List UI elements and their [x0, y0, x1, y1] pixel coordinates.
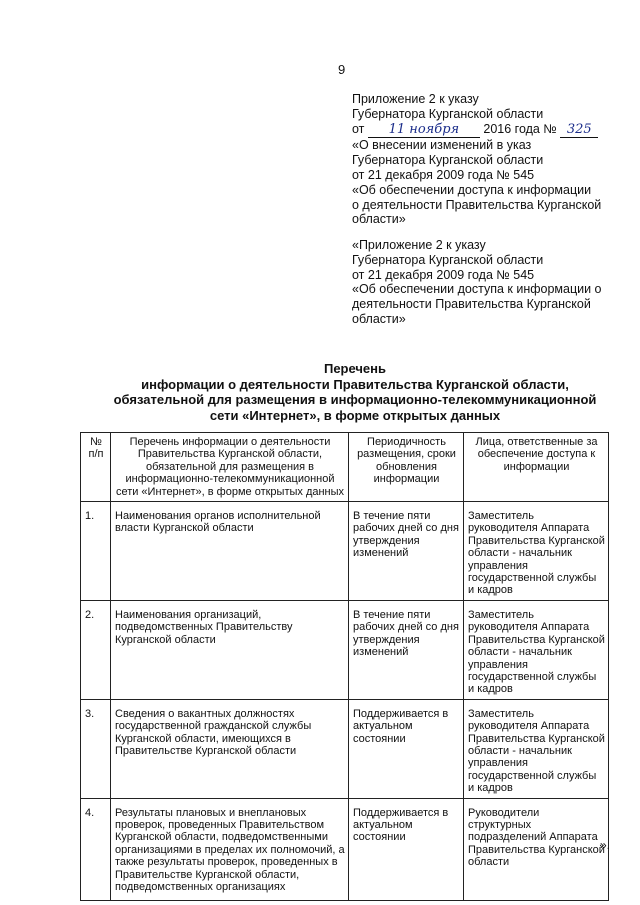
table-row — [81, 699, 609, 798]
row-num: 2. — [81, 600, 111, 699]
row-period: Поддерживается в актуальном состоянии — [349, 798, 464, 900]
date-suffix: 2016 года № — [483, 121, 557, 136]
appendix-line: Приложение 2 к указу — [352, 92, 479, 106]
appendix-line: Губернатора Курганской области — [352, 153, 544, 168]
table-header-row — [81, 433, 609, 502]
appendix-quote-line: Губернатора Курганской области — [352, 252, 544, 267]
appendix-line: «О внесении изменений в указ — [352, 138, 532, 153]
row-num: 3. — [81, 699, 111, 798]
appendix-date-line — [352, 122, 601, 139]
date-prefix: от — [352, 121, 365, 136]
appendix-line: от 21 декабря 2009 года № 545 — [352, 167, 535, 182]
appendix-quote-line: «Приложение 2 к указу — [352, 238, 486, 252]
appendix-quote-line: от 21 декабря 2009 года № 545 — [352, 267, 535, 282]
appendix-quote-line: деятельности Правительства Курганской — [352, 297, 591, 312]
appendix-line: о деятельности Правительства Курганской — [352, 197, 602, 212]
appendix-line: «Об обеспечении доступа к информации — [352, 182, 592, 197]
row-responsible: Заместитель руководителя Аппарата Правительства Курганской области - начальник управления государственной службы и кадров — [464, 699, 609, 798]
row-num: 4. — [81, 798, 111, 900]
appendix-line: Губернатора Курганской области — [352, 106, 544, 121]
row-info: Результаты плановых и внеплановых проверок, проведенных Правительством Курганской области, подведомственными организациями в пределах их полномочий, а также результаты проверок, проведенных в Правительстве Курганской области, подведомственных организациях — [111, 798, 349, 900]
handwritten-date: 11 ноября — [368, 123, 480, 139]
handwritten-number: 325 — [560, 123, 598, 139]
header-info: Перечень информации о деятельности Правительства Курганской области, обязательной для размещения в информационно-телекоммуникационной сети «Интернет», в форме открытых данных — [111, 433, 349, 502]
row-info: Наименования органов исполнительной власти Курганской области — [111, 502, 349, 601]
row-responsible: Заместитель руководителя Аппарата Правительства Курганской области - начальник управления государственной службы и кадров — [464, 502, 609, 601]
header-num: № п/п — [81, 433, 111, 502]
row-info: Наименования организаций, подведомственных Правительству Курганской области — [111, 600, 349, 699]
row-responsible: Заместитель руководителя Аппарата Правительства Курганской области - начальник управления государственной службы и кадров — [464, 600, 609, 699]
closing-quote: ». — [600, 838, 611, 852]
row-num: 1. — [81, 502, 111, 601]
appendix-quote-line: области» — [352, 311, 406, 326]
document-title — [60, 361, 640, 423]
table-row — [81, 600, 609, 699]
row-period: В течение пяти рабочих дней со дня утверждения изменений — [349, 600, 464, 699]
appendix-quote-line: «Об обеспечении доступа к информации о — [352, 282, 602, 297]
title-line: обязательной для размещения в информационно-телекоммуникационной — [113, 392, 597, 407]
appendix-quote — [352, 238, 602, 327]
title-line: сети «Интернет», в форме открытых данных — [209, 407, 501, 423]
row-info: Сведения о вакантных должностях государственной гражданской службы Курганской области, имеющихся в Правительстве Курганской области — [111, 699, 349, 798]
page-number: 9 — [338, 62, 346, 77]
title-line: Перечень — [323, 361, 387, 376]
row-period: Поддерживается в актуальном состоянии — [349, 699, 464, 798]
row-period: В течение пяти рабочих дней со дня утверждения изменений — [349, 502, 464, 601]
appendix-header — [352, 92, 601, 227]
header-responsible: Лица, ответственные за обеспечение доступа к информации — [464, 433, 609, 502]
appendix-line: области» — [352, 212, 406, 227]
information-table — [80, 432, 609, 901]
row-responsible: Руководители структурных подразделений Аппарата Правительства Курганской области — [464, 798, 609, 900]
header-period: Периодичность размещения, сроки обновления информации — [349, 433, 464, 502]
table-row — [81, 502, 609, 601]
title-line: информации о деятельности Правительства Курганской области, — [141, 376, 569, 392]
table-row — [81, 798, 609, 900]
